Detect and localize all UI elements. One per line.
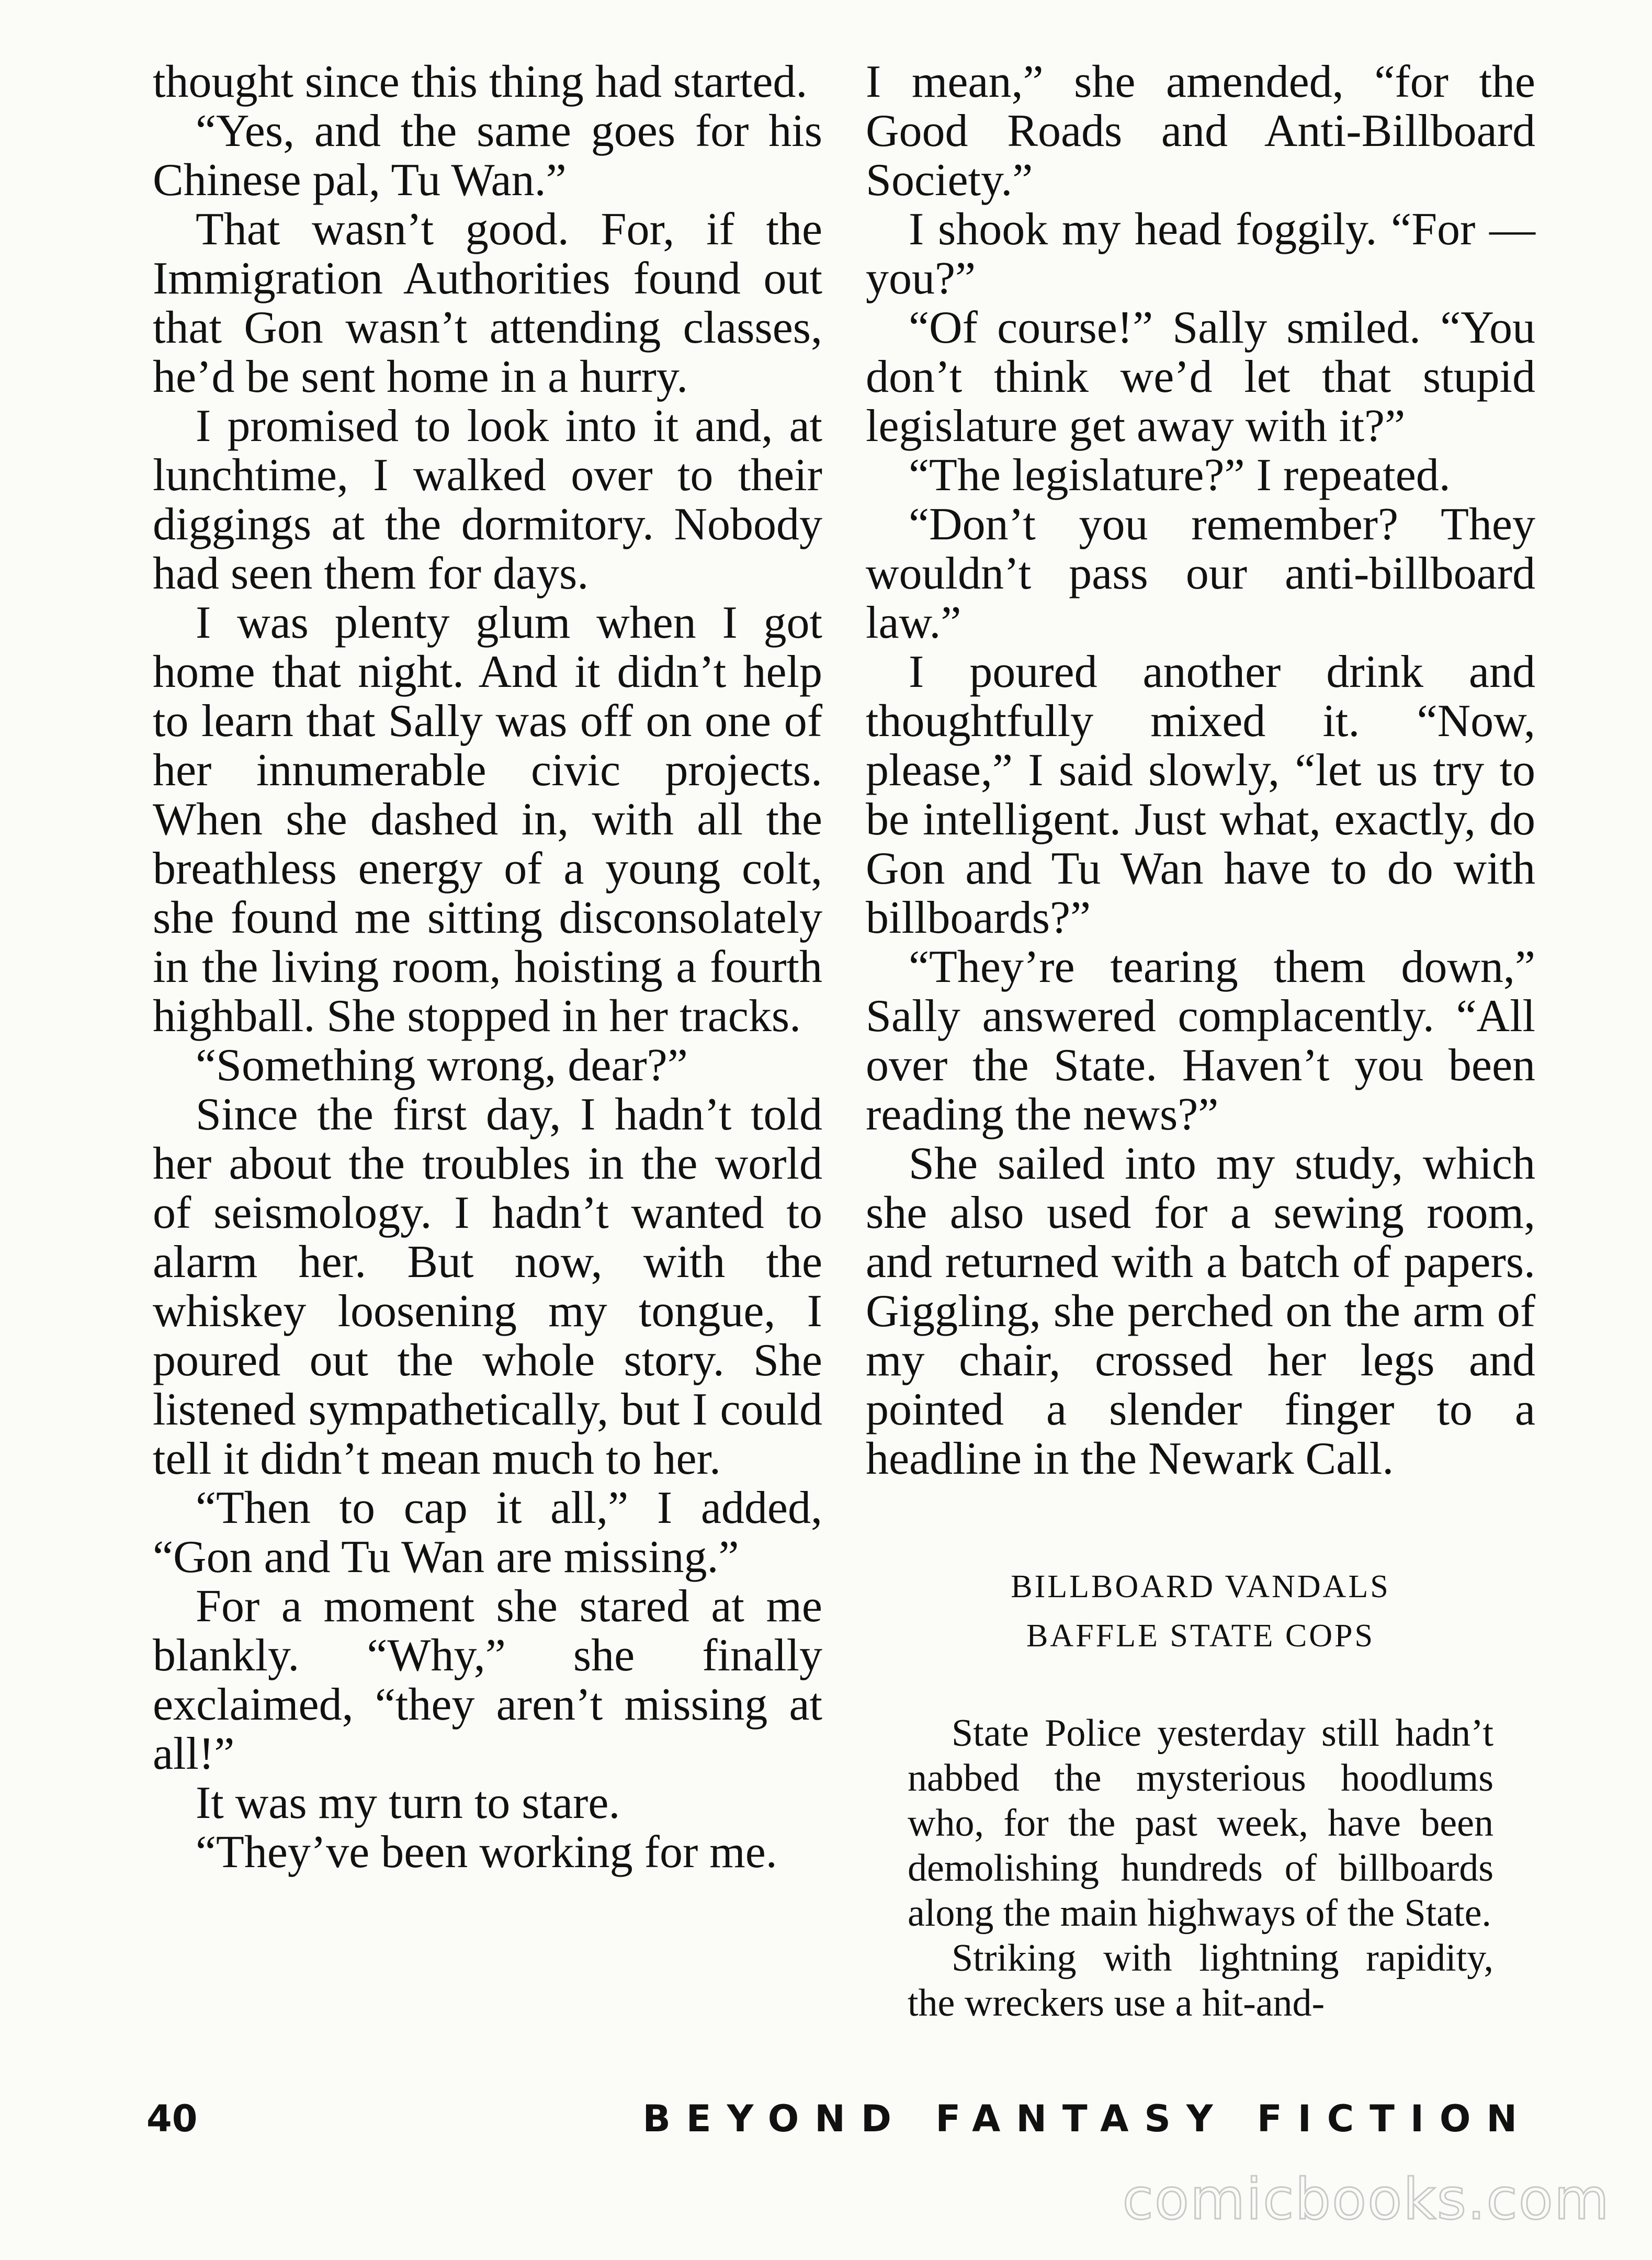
paragraph: I promised to look into it and, at lunchtime, I walked over to their diggings at the dormitory. Nobody had seen them for days. xyxy=(153,401,822,599)
watermark: comicbooks.com xyxy=(1122,2167,1610,2232)
page-number: 40 xyxy=(146,2097,198,2140)
paragraph: Since the first day, I hadn’t told her about the troubles in the world of seismology. I hadn’t wanted to alarm her. But now, with the whiskey loosening my tongue, I poured out the whole story. She listened sympathetically, but I could tell it didn’t mean much to her. xyxy=(153,1089,822,1484)
left-text-column xyxy=(153,58,822,1877)
paragraph: It was my turn to stare. xyxy=(196,1778,620,1828)
paragraph: She sailed into my study, which she also used for a sewing room, and returned with a batch of papers. Giggling, she perched on the arm of my chair, crossed her legs and pointed a slender finger to a headline in the Newark Call. xyxy=(866,1138,1535,1484)
paragraph: “Of course!” Sally smiled. “You don’t think we’d let that stupid legislature get away with it?” xyxy=(866,302,1535,451)
paragraph: “Then to cap it all,” I added, “Gon and Tu Wan are missing.” xyxy=(153,1483,822,1583)
headline-line: BAFFLE STATE COPS xyxy=(1026,1618,1375,1654)
paragraph: I was plenty glum when I got home that night. And it didn’t help to learn that Sally was off on one of her innumerable civic projects. When she dashed in, with all the breathless energy of a young colt, she found me sitting disconsolately in the living room, hoisting a fourth highball. She stopped in her tracks. xyxy=(153,597,822,1042)
newspaper-excerpt xyxy=(908,1711,1493,2026)
paragraph: “They’re tearing them down,” Sally answered complacently. “All over the State. Haven’t you been reading the news?” xyxy=(866,942,1535,1140)
right-text-column xyxy=(866,58,1535,2026)
paragraph: That wasn’t good. For, if the Immigration Authorities found out that Gon wasn’t attending classes, he’d be sent home in a hurry. xyxy=(153,204,822,402)
running-footer-title: BEYOND FANTASY FICTION xyxy=(642,2097,1533,2140)
paragraph: For a moment she stared at me blankly. “Why,” she finally exclaimed, “they aren’t missing at all!” xyxy=(153,1581,822,1779)
paragraph: “Yes, and the same goes for his Chinese pal, Tu Wan.” xyxy=(153,106,822,206)
paragraph: thought since this thing had started. xyxy=(153,56,808,107)
paragraph: I mean,” she amended, “for the Good Roads and Anti-Billboard Society.” xyxy=(866,56,1535,206)
newspaper-headline xyxy=(866,1562,1535,1660)
paragraph: “The legislature?” I repeated. xyxy=(909,450,1451,501)
paragraph: “Something wrong, dear?” xyxy=(196,1040,688,1091)
paragraph: I shook my head foggily. “For —you?” xyxy=(866,204,1535,304)
headline-line: BILLBOARD VANDALS xyxy=(1011,1569,1390,1604)
paragraph: “Don’t you remember? They wouldn’t pass our anti-billboard law.” xyxy=(866,499,1535,648)
paragraph: “They’ve been working for me. xyxy=(196,1827,777,1878)
paragraph: I poured another drink and thoughtfully mixed it. “Now, please,” I said slowly, “let us try to be intelligent. Just what, exactly, do Gon and Tu Wan have to do with billboards?” xyxy=(866,647,1535,943)
news-paragraph: State Police yesterday still hadn’t nabbed the mysterious hoodlums who, for the past week, have been demolishing hundreds of billboards along the main highways of the State. xyxy=(908,1712,1493,1935)
news-paragraph: Striking with lightning rapidity, the wreckers use a hit-and- xyxy=(908,1937,1493,2025)
